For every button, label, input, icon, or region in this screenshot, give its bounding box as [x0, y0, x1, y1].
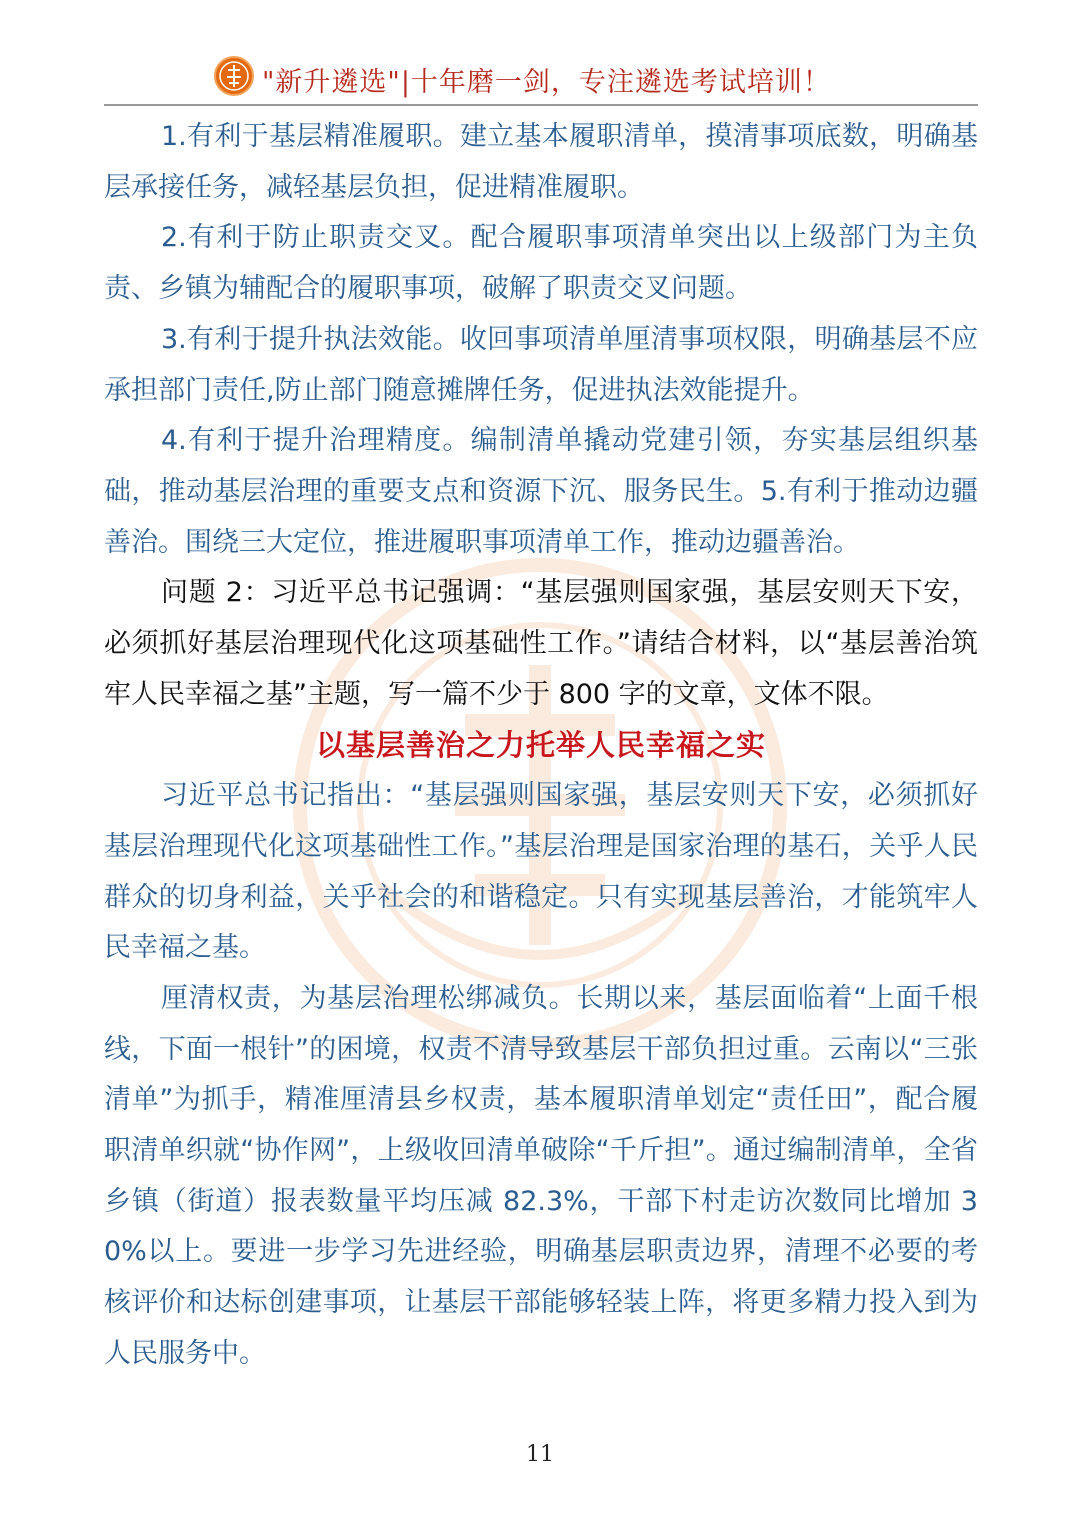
page-number: 11	[526, 1442, 554, 1467]
essay-intro-paragraph: 习近平总书记指出：“基层强则国家强，基层安则天下安，必须抓好基层治理现代化这项基础性工作。”基层治理是国家治理的基石，关乎人民群众的切身利益，关乎社会的和谐稳定。只有实现基层善治，才能筑牢人民幸福之基。	[104, 780, 978, 964]
point-2-paragraph: 2.有利于防止职责交叉。配合履职事项清单突出以上级部门为主负责、乡镇为辅配合的履职事项，破解了职责交叉问题。	[104, 222, 978, 305]
question-2-paragraph: 问题 2：习近平总书记强调：“基层强则国家强，基层安则天下安，必须抓好基层治理现代化这项基础性工作。”请结合材料，以“基层善治筑牢人民幸福之基”主题，写一篇不少于 800 字的文章，文体不限。	[104, 577, 978, 710]
point-4-5-paragraph: 4.有利于提升治理精度。编制清单撬动党建引领，夯实基层组织基础，推动基层治理的重要支点和资源下沉、服务民生。5.有利于推动边疆善治。围绕三大定位，推进履职事项清单工作，推动边疆善治。	[104, 425, 978, 558]
point-1-paragraph: 1.有利于基层精准履职。建立基本履职清单，摸清事项底数，明确基层承接任务，减轻基层负担，促进精准履职。	[104, 121, 978, 203]
logo-icon	[214, 56, 254, 96]
essay-title: 以基层善治之力托举人民幸福之实	[315, 728, 766, 763]
header-tagline: "新升遴选"|十年磨一剑，专注遴选考试培训！	[262, 67, 831, 98]
essay-body-paragraph: 厘清权责，为基层治理松绑减负。长期以来，基层面临着“上面千根线，下面一根针”的困境，权责不清导致基层干部负担过重。云南以“三张清单”为抓手，精准厘清县乡权责，基本履职清单划定“责任田”，配合履职清单织就“协作网”，上级收回清单破除“千斤担”。通过编制清单，全省乡镇（街道）报表数量平均压减 82.3%，干部下村走访次数同比增加 30%以上。要进一步学习先进经验，明确基层职责边界，清理不必要的考核评价和达标创建事项，让基层干部能够轻装上阵，将更多精力投入到为人民服务中。	[104, 982, 978, 1369]
page-header	[0, 52, 1080, 104]
document-body	[104, 112, 978, 1380]
header-divider	[104, 104, 978, 106]
point-3-paragraph: 3.有利于提升执法效能。收回事项清单厘清事项权限，明确基层不应承担部门责任,防止部门随意摊牌任务，促进执法效能提升。	[104, 323, 978, 406]
